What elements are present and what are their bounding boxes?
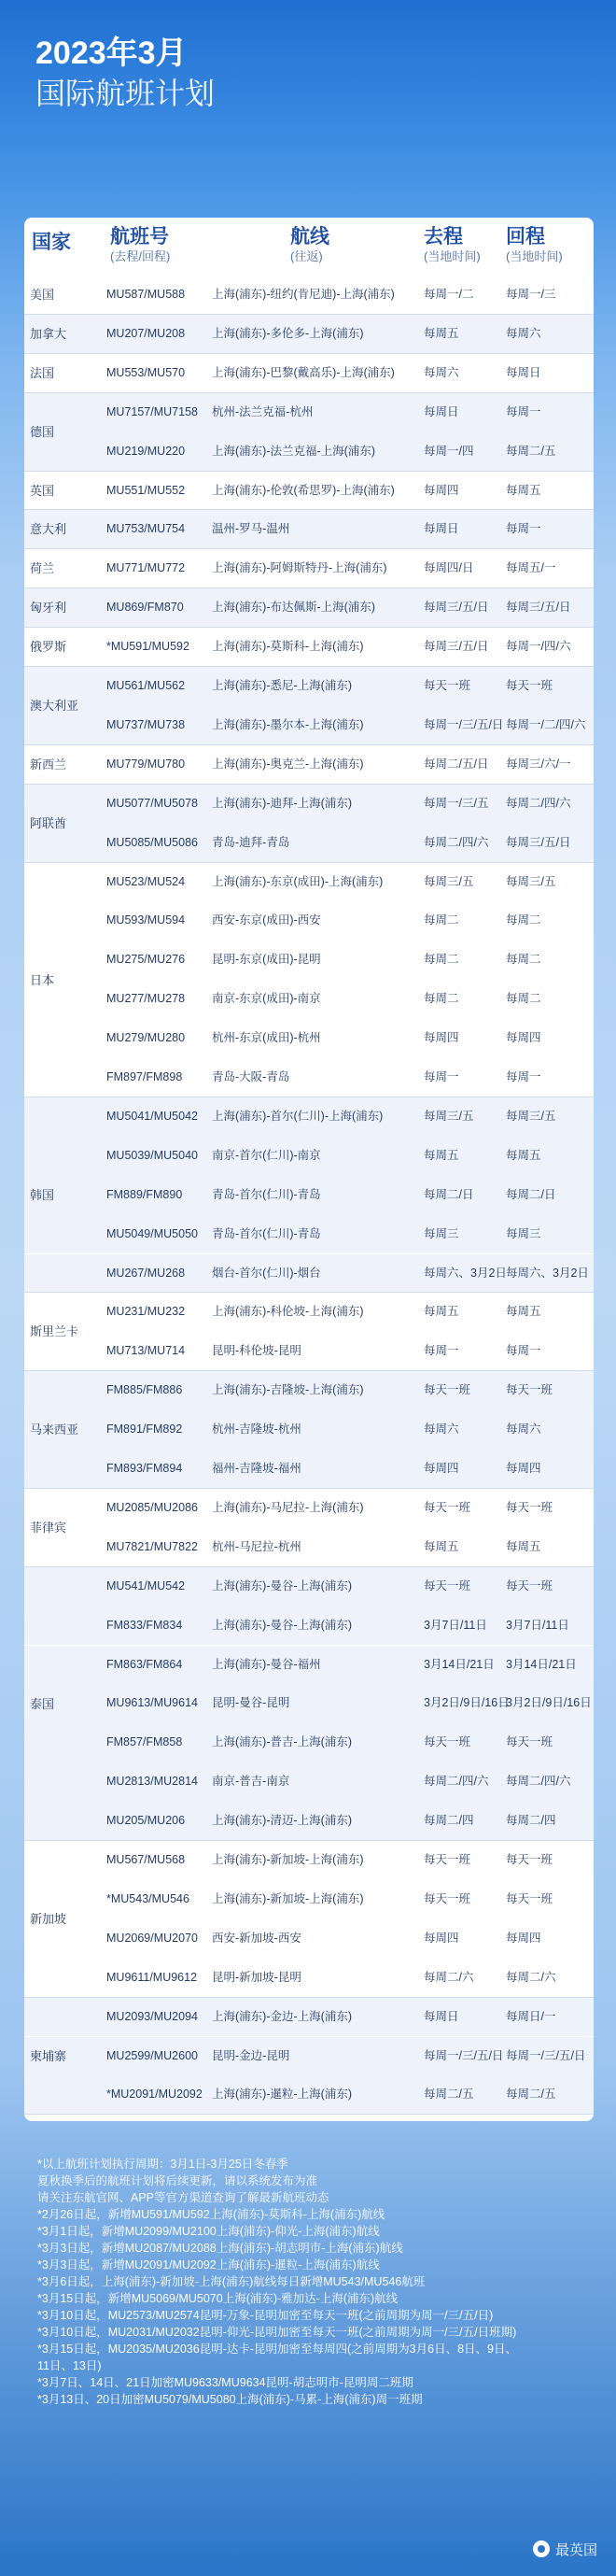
outbound-days: 每天一班 xyxy=(424,1383,471,1397)
note-line: *3月1日起，新增MU2099/MU2100上海(浦东)-仰光-上海(浦东)航线 xyxy=(37,2225,380,2238)
flight-number: MU275/MU276 xyxy=(106,953,186,967)
route: 杭州-马尼拉-杭州 xyxy=(212,1539,301,1553)
country-name: 泰国 xyxy=(30,1696,55,1711)
flight-number: MU2813/MU2814 xyxy=(106,1775,198,1789)
route: 杭州-吉隆坡-杭州 xyxy=(212,1422,301,1437)
return-days: 每周日 xyxy=(506,365,541,379)
country-name: 阿联酋 xyxy=(30,815,67,830)
outbound-days: 每周四 xyxy=(424,1931,459,1945)
outbound-days: 每周一/三/五/日 xyxy=(424,2048,504,2062)
route: 南京-首尔(仁川)-南京 xyxy=(212,1148,321,1162)
route: 青岛-首尔(仁川)-青岛 xyxy=(212,1226,321,1240)
return-days: 每天一班 xyxy=(506,1500,553,1514)
route: 南京-普吉-南京 xyxy=(212,1775,290,1789)
outbound-days: 每周三/五 xyxy=(424,874,474,888)
outbound-days: 每周一/三/五/日 xyxy=(424,717,504,731)
table-row xyxy=(24,706,594,745)
return-days: 每天一班 xyxy=(506,1853,553,1866)
flight-number: *MU591/MU592 xyxy=(106,640,189,654)
note-line: *以上航班计划执行周期：3月1日-3月25日冬春季 xyxy=(37,2158,288,2171)
table-row xyxy=(24,1684,594,1723)
outbound-days: 每天一班 xyxy=(424,1500,471,1514)
return-days: 每周六、3月2日 xyxy=(506,1266,589,1280)
flight-number xyxy=(106,2115,203,2121)
outbound-days: 每天一班 xyxy=(424,1735,471,1749)
outbound-days: 每周二/四 xyxy=(424,1814,474,1828)
route: 上海(浦东)-曼谷-上海(浦东) xyxy=(212,1578,352,1592)
return-days: 每周二/五 xyxy=(506,444,556,458)
flight-number: MU2069/MU2070 xyxy=(106,1931,198,1945)
flight-number: MU869/FM870 xyxy=(106,601,184,615)
note-line: *3月13日、20日加密MU5079/MU5080上海(浦东)-马累-上海(浦东)周一班期 xyxy=(37,2393,423,2406)
table-row xyxy=(24,588,594,628)
country-name: 菲律宾 xyxy=(30,1520,67,1535)
col-flight: 航班号 (去程/回程) xyxy=(110,226,171,263)
flight-number: MU5049/MU5050 xyxy=(106,1226,198,1240)
table-row xyxy=(24,980,594,1019)
flight-number: *MU2091/MU2092 xyxy=(106,2088,203,2102)
flight-number: MU771/MU772 xyxy=(106,561,186,575)
table-row xyxy=(24,1371,594,1410)
flight-number: MU561/MU562 xyxy=(106,679,186,692)
flight-number: MU737/MU738 xyxy=(106,717,186,731)
table-row xyxy=(24,549,594,588)
outbound-days: 每周二 xyxy=(424,992,459,1006)
note-line: *2月26日起，新增MU591/MU592上海(浦东)-莫斯科-上海(浦东)航线 xyxy=(37,2208,385,2221)
route: 上海(浦东)-首尔(仁川)-上海(浦东) xyxy=(212,1109,384,1123)
route: 上海(浦东)-科伦坡-上海(浦东) xyxy=(212,1305,364,1319)
outbound-days: 每周三/五 xyxy=(424,1109,474,1123)
route: 上海(浦东)-莫斯科-上海(浦东) xyxy=(212,640,364,654)
route: 昆明-曼谷-昆明 xyxy=(212,1696,290,1710)
country-name: 加拿大 xyxy=(30,326,67,341)
route: 杭州-法兰克福-杭州 xyxy=(212,404,314,418)
flight-number: MU7157/MU7158 xyxy=(106,404,198,418)
route: 南京-东京(成田)-南京 xyxy=(212,992,321,1006)
col-country: 国家 xyxy=(32,232,71,253)
return-days: 每周五 xyxy=(506,483,541,497)
return-days: 每周三/五/日 xyxy=(506,835,571,849)
flight-number: MU5077/MU5078 xyxy=(106,796,198,810)
flight-number: MU277/MU278 xyxy=(106,992,186,1006)
table-row xyxy=(24,1998,594,2037)
route: 上海(浦东)-多伦多-上海(浦东) xyxy=(212,326,364,340)
table-row xyxy=(24,1723,594,1762)
return-days: 每周三/五 xyxy=(506,874,556,888)
outbound-days: 每周一 xyxy=(424,1070,459,1083)
flight-number: MU779/MU780 xyxy=(106,757,186,771)
return-days: 每周二/四/六 xyxy=(506,796,571,810)
table-row xyxy=(24,354,594,393)
return-days: 3月2日/9日/16日 xyxy=(506,1696,592,1710)
route: 西安-东京(成田)-西安 xyxy=(212,913,321,927)
outbound-days: 每周二/五 xyxy=(424,2088,474,2102)
outbound-days: 每周六 xyxy=(424,1422,459,1437)
route: 上海(浦东)-巴黎(戴高乐)-上海(浦东) xyxy=(212,365,395,379)
flight-number: MU713/MU714 xyxy=(106,1344,186,1358)
table-row xyxy=(24,1959,594,1998)
outbound-days: 每周日 xyxy=(424,2009,459,2023)
outbound-days: 每周四 xyxy=(424,483,459,497)
country-name: 澳大利亚 xyxy=(30,699,79,713)
return-days: 每周五 xyxy=(506,1539,541,1553)
route: 上海(浦东)-东京(成田)-上海(浦东) xyxy=(212,874,384,888)
note-line: *3月10日起，MU2573/MU2574昆明-万象-昆明加密至每天一班(之前周期为周一/三/五/日) xyxy=(37,2309,494,2322)
flight-number: FM893/FM894 xyxy=(106,1462,183,1475)
flight-number: MU5041/MU5042 xyxy=(106,1109,198,1123)
route: 上海(浦东)-金边-上海(浦东) xyxy=(212,2009,352,2023)
route: 西安-新加坡-西安 xyxy=(212,1931,301,1945)
outbound-days: 每周三/五/日 xyxy=(424,640,489,654)
return-days: 每天一班 xyxy=(506,1383,553,1397)
table-row xyxy=(24,315,594,354)
return-days xyxy=(506,2115,553,2121)
return-days: 3月7日/11日 xyxy=(506,1618,569,1632)
country-name: 日本 xyxy=(30,972,55,987)
note-line: *3月7日、14日、21日加密MU9633/MU9634昆明-胡志明市-昆明周二班期 xyxy=(37,2376,413,2389)
return-days: 每周一/三 xyxy=(506,288,556,301)
outbound-days: 每周一/三/五 xyxy=(424,796,489,810)
note-line: *3月15日起，新增MU5069/MU5070上海(浦东)-雅加达-上海(浦东)航线 xyxy=(37,2292,399,2305)
outbound-days: 每周五 xyxy=(424,326,459,340)
flight-number: MU231/MU232 xyxy=(106,1305,186,1319)
table-row xyxy=(24,472,594,511)
table-row xyxy=(24,432,594,472)
return-days: 每周二/日 xyxy=(506,1187,556,1201)
return-days: 每天一班 xyxy=(506,679,553,692)
flight-number: MU9613/MU9614 xyxy=(106,1696,198,1710)
return-days: 每周一/四/六 xyxy=(506,640,571,654)
flight-number: MU2599/MU2600 xyxy=(106,2048,198,2062)
flight-number: FM889/FM890 xyxy=(106,1187,183,1201)
route: 昆明-新加坡-昆明 xyxy=(212,1970,301,1984)
country-name: 荷兰 xyxy=(30,561,55,576)
flight-number: MU9611/MU9612 xyxy=(106,1970,198,1984)
return-days: 每周一 xyxy=(506,1070,541,1083)
note-line: *3月15日起，MU2035/MU2036昆明-达卡-昆明加密至每周四(之前周期为3月6日、8日、9日、 xyxy=(37,2342,517,2356)
outbound-days: 每周五 xyxy=(424,1148,459,1162)
note-line: 夏秋换季后的航班计划将后续更新，请以系统发布为准 xyxy=(37,2174,318,2187)
return-days: 每周二 xyxy=(506,913,541,927)
outbound-days: 每周二 xyxy=(424,913,459,927)
return-days: 每周一 xyxy=(506,1344,541,1358)
return-days: 每周二 xyxy=(506,953,541,967)
outbound-days: 每天一班 xyxy=(424,1853,471,1866)
return-days: 每周六 xyxy=(506,1422,541,1437)
outbound-days: 每天一班 xyxy=(424,1578,471,1592)
outbound-days: 每周日 xyxy=(424,404,459,418)
col-return: 回程 (当地时间) xyxy=(506,226,563,263)
outbound-days: 每周二/五/日 xyxy=(424,757,489,771)
table-row xyxy=(24,901,594,941)
table-row xyxy=(24,824,594,863)
outbound-days: 每周六 xyxy=(424,365,459,379)
country-name: 韩国 xyxy=(30,1187,55,1202)
route xyxy=(212,2115,289,2121)
route: 福州-吉隆坡-福州 xyxy=(212,1462,301,1475)
return-days: 每周二/五 xyxy=(506,2088,556,2102)
brand-watermark xyxy=(533,2540,597,2559)
route: 上海(浦东)-暹粒-上海(浦东) xyxy=(212,2088,352,2102)
page-subtitle: 国际航班计划 xyxy=(35,77,216,110)
table-row xyxy=(24,785,594,824)
brand-name: 最英国 xyxy=(554,2542,597,2558)
table-row xyxy=(24,1410,594,1450)
route: 上海(浦东)-曼谷-上海(浦东) xyxy=(212,1618,352,1632)
outbound-days: 每天一班 xyxy=(424,1891,471,1905)
return-days: 每天一班 xyxy=(506,1891,553,1905)
outbound-days: 每周二 xyxy=(424,953,459,967)
note-line: 请关注东航官网、APP等官方渠道查询了解最新航班动态 xyxy=(37,2191,329,2204)
table-row xyxy=(24,1137,594,1176)
country-name: 新西兰 xyxy=(30,757,67,771)
note-line: *3月3日起，新增MU2087/MU2088上海(浦东)-胡志明市-上海(浦东)航线 xyxy=(37,2242,403,2255)
table-row xyxy=(24,1606,594,1646)
route: 杭州-东京(成田)-杭州 xyxy=(212,1031,321,1045)
country-name: 意大利 xyxy=(30,522,67,537)
flight-number: MU551/MU552 xyxy=(106,483,186,497)
flight-number: MU207/MU208 xyxy=(106,326,186,340)
route: 烟台-首尔(仁川)-烟台 xyxy=(212,1266,321,1280)
outbound-days: 每周六、3月2日 xyxy=(424,1266,507,1280)
route: 上海(浦东)-新加坡-上海(浦东) xyxy=(212,1891,364,1905)
table-row xyxy=(24,1646,594,1685)
return-days: 每周二 xyxy=(506,992,541,1006)
flight-number: FM833/FM834 xyxy=(106,1618,183,1632)
note-line: *3月10日起，MU2031/MU2032昆明-仰光-昆明加密至每天一班(之前周期为周一/三/五/日班期) xyxy=(37,2326,517,2339)
return-days: 每周二/六 xyxy=(506,1970,556,1984)
return-days: 每周四 xyxy=(506,1931,541,1945)
table-row xyxy=(24,1528,594,1567)
return-days: 每天一班 xyxy=(506,1735,553,1749)
flight-number: FM891/FM892 xyxy=(106,1422,183,1437)
country-name: 俄罗斯 xyxy=(30,640,67,655)
table-row xyxy=(24,1841,594,1880)
note-line: *3月3日起，新增MU2091/MU2092上海(浦东)-暹粒-上海(浦东)航线 xyxy=(37,2258,380,2272)
table-row xyxy=(24,1293,594,1332)
wechat-icon xyxy=(533,2541,550,2557)
table-row xyxy=(24,1176,594,1215)
table-row xyxy=(24,1802,594,1841)
return-days: 每周三/五 xyxy=(506,1109,556,1123)
route: 昆明-金边-昆明 xyxy=(212,2048,290,2062)
country-name: 柬埔寨 xyxy=(30,2048,67,2063)
flight-number: MU2093/MU2094 xyxy=(106,2009,198,2023)
country-name xyxy=(30,2115,97,2121)
note-line: *3月6日起，上海(浦东)-新加坡-上海(浦东)航线每日新增MU543/MU546航班 xyxy=(37,2275,426,2288)
route: 上海(浦东)-吉隆坡-上海(浦东) xyxy=(212,1383,364,1397)
table-row xyxy=(24,1215,594,1254)
schedule-table xyxy=(24,218,594,2121)
route: 上海(浦东)-普吉-上海(浦东) xyxy=(212,1735,352,1749)
flight-number: *MU543/MU546 xyxy=(106,1891,189,1905)
country-name: 匈牙利 xyxy=(30,601,67,616)
table-header xyxy=(24,218,594,276)
route: 上海(浦东)-新加坡-上海(浦东) xyxy=(212,1853,364,1866)
return-days: 每周三/六/一 xyxy=(506,757,571,771)
country-name: 斯里兰卡 xyxy=(30,1324,79,1339)
outbound-days: 每周五 xyxy=(424,1305,459,1319)
route: 上海(浦东)-法兰克福-上海(浦东) xyxy=(212,444,375,458)
route: 上海(浦东)-清迈-上海(浦东) xyxy=(212,1814,352,1828)
outbound-days: 3月14日/21日 xyxy=(424,1657,495,1671)
table-row xyxy=(24,1489,594,1528)
outbound-days: 每周日 xyxy=(424,522,459,536)
flight-number: FM863/FM864 xyxy=(106,1657,183,1671)
route: 上海(浦东)-奥克兰-上海(浦东) xyxy=(212,757,364,771)
outbound-days: 每周三/五/日 xyxy=(424,601,489,615)
flight-number: MU753/MU754 xyxy=(106,522,186,536)
country-name: 英国 xyxy=(30,483,55,498)
route: 上海(浦东)-马尼拉-上海(浦东) xyxy=(212,1500,364,1514)
table-row xyxy=(24,863,594,902)
notes xyxy=(37,2156,579,2408)
flight-number: MU567/MU568 xyxy=(106,1853,186,1866)
country-name: 法国 xyxy=(30,365,55,380)
flight-number: MU5085/MU5086 xyxy=(106,835,198,849)
page-header xyxy=(35,34,215,114)
outbound-days: 每天一班 xyxy=(424,679,471,692)
return-days: 每周四 xyxy=(506,1031,541,1045)
table-row xyxy=(24,1450,594,1489)
table-row xyxy=(24,1919,594,1959)
return-days: 每周日/一 xyxy=(506,2009,556,2023)
outbound-days: 每周一/四 xyxy=(424,444,474,458)
flight-number: MU523/MU524 xyxy=(106,874,186,888)
table-row xyxy=(24,1762,594,1802)
note-line: 11日、13日) xyxy=(37,2359,102,2372)
country-name: 德国 xyxy=(30,424,55,439)
return-days: 每周五/一 xyxy=(506,561,556,575)
route: 温州-罗马-温州 xyxy=(212,522,290,536)
route: 昆明-东京(成田)-昆明 xyxy=(212,953,321,967)
return-days: 3月14日/21日 xyxy=(506,1657,577,1671)
route: 昆明-科伦坡-昆明 xyxy=(212,1344,301,1358)
return-days: 每天一班 xyxy=(506,1578,553,1592)
return-days: 每周一 xyxy=(506,522,541,536)
flight-number: MU205/MU206 xyxy=(106,1814,186,1828)
flight-number: FM857/FM858 xyxy=(106,1735,183,1749)
return-days: 每周四 xyxy=(506,1462,541,1475)
outbound-days: 每周三 xyxy=(424,1226,459,1240)
table-row xyxy=(24,941,594,980)
outbound-days: 每周二/六 xyxy=(424,1970,474,1984)
flight-number: MU5039/MU5040 xyxy=(106,1148,198,1162)
route: 青岛-首尔(仁川)-青岛 xyxy=(212,1187,321,1201)
route: 上海(浦东)-纽约(肯尼迪)-上海(浦东) xyxy=(212,288,395,301)
flight-number: MU279/MU280 xyxy=(106,1031,186,1045)
table-row xyxy=(24,2037,594,2076)
return-days: 每周三/五/日 xyxy=(506,601,571,615)
table-row xyxy=(24,745,594,785)
table-row xyxy=(24,1097,594,1137)
return-days: 每周六 xyxy=(506,326,541,340)
table-row xyxy=(24,393,594,432)
route: 上海(浦东)-伦敦(希思罗)-上海(浦东) xyxy=(212,483,395,497)
outbound-days: 每周一/二 xyxy=(424,288,474,301)
table-row xyxy=(24,667,594,706)
route: 上海(浦东)-阿姆斯特丹-上海(浦东) xyxy=(212,561,387,575)
flight-number: MU541/MU542 xyxy=(106,1578,186,1592)
outbound-days: 每周二/日 xyxy=(424,1187,474,1201)
return-days: 每周三 xyxy=(506,1226,541,1240)
outbound-days: 每周二/四/六 xyxy=(424,835,489,849)
return-days: 每周五 xyxy=(506,1148,541,1162)
flight-number: MU593/MU594 xyxy=(106,913,186,927)
return-days: 每周一 xyxy=(506,404,541,418)
country-name: 马来西亚 xyxy=(30,1422,79,1437)
route: 上海(浦东)-布达佩斯-上海(浦东) xyxy=(212,601,375,615)
outbound-days: 每周一 xyxy=(424,1344,459,1358)
flight-number: MU553/MU570 xyxy=(106,365,186,379)
country-name: 新加坡 xyxy=(30,1912,67,1926)
flight-number: MU267/MU268 xyxy=(106,1266,186,1280)
table-row xyxy=(24,2115,594,2121)
outbound-days: 3月2日/9日/16日 xyxy=(424,1696,510,1710)
table-row xyxy=(24,1254,594,1294)
route: 上海(浦东)-墨尔本-上海(浦东) xyxy=(212,717,364,731)
route: 上海(浦东)-曼谷-福州 xyxy=(212,1657,321,1671)
flight-number: MU7821/MU7822 xyxy=(106,1539,198,1553)
table-row xyxy=(24,1019,594,1058)
col-outbound: 去程 (当地时间) xyxy=(424,226,481,263)
table-row xyxy=(24,510,594,549)
table-row xyxy=(24,1058,594,1097)
table-row xyxy=(24,628,594,667)
outbound-days: 3月7日/11日 xyxy=(424,1618,487,1632)
flight-number: MU587/MU588 xyxy=(106,288,186,301)
col-route: 航线 (往返) xyxy=(290,226,329,263)
outbound-days: 每周四 xyxy=(424,1031,459,1045)
table-row xyxy=(24,1880,594,1919)
outbound-days: 每周四 xyxy=(424,1462,459,1475)
return-days: 每周二/四/六 xyxy=(506,1775,571,1789)
flight-number: FM897/FM898 xyxy=(106,1070,183,1083)
outbound-days: 每周五 xyxy=(424,1539,459,1553)
table-row xyxy=(24,276,594,315)
return-days: 每周五 xyxy=(506,1305,541,1319)
route: 青岛-迪拜-青岛 xyxy=(212,835,290,849)
route: 上海(浦东)-迪拜-上海(浦东) xyxy=(212,796,352,810)
country-name: 美国 xyxy=(30,288,55,302)
flight-number: MU2085/MU2086 xyxy=(106,1500,198,1514)
page-title: 2023年3月 xyxy=(35,35,188,71)
outbound-days xyxy=(424,2115,470,2121)
flight-number: MU219/MU220 xyxy=(106,444,186,458)
table-row xyxy=(24,1567,594,1606)
return-days: 每周二/四 xyxy=(506,1814,556,1828)
table-row xyxy=(24,1332,594,1371)
route: 青岛-大阪-青岛 xyxy=(212,1070,290,1083)
table-row xyxy=(24,2075,594,2115)
outbound-days: 每周二/四/六 xyxy=(424,1775,489,1789)
return-days: 每周一/三/五/日 xyxy=(506,2048,586,2062)
return-days: 每周一/二/四/六 xyxy=(506,717,586,731)
route: 上海(浦东)-悉尼-上海(浦东) xyxy=(212,679,352,692)
flight-number: FM885/FM886 xyxy=(106,1383,183,1397)
outbound-days: 每周四/日 xyxy=(424,561,474,575)
